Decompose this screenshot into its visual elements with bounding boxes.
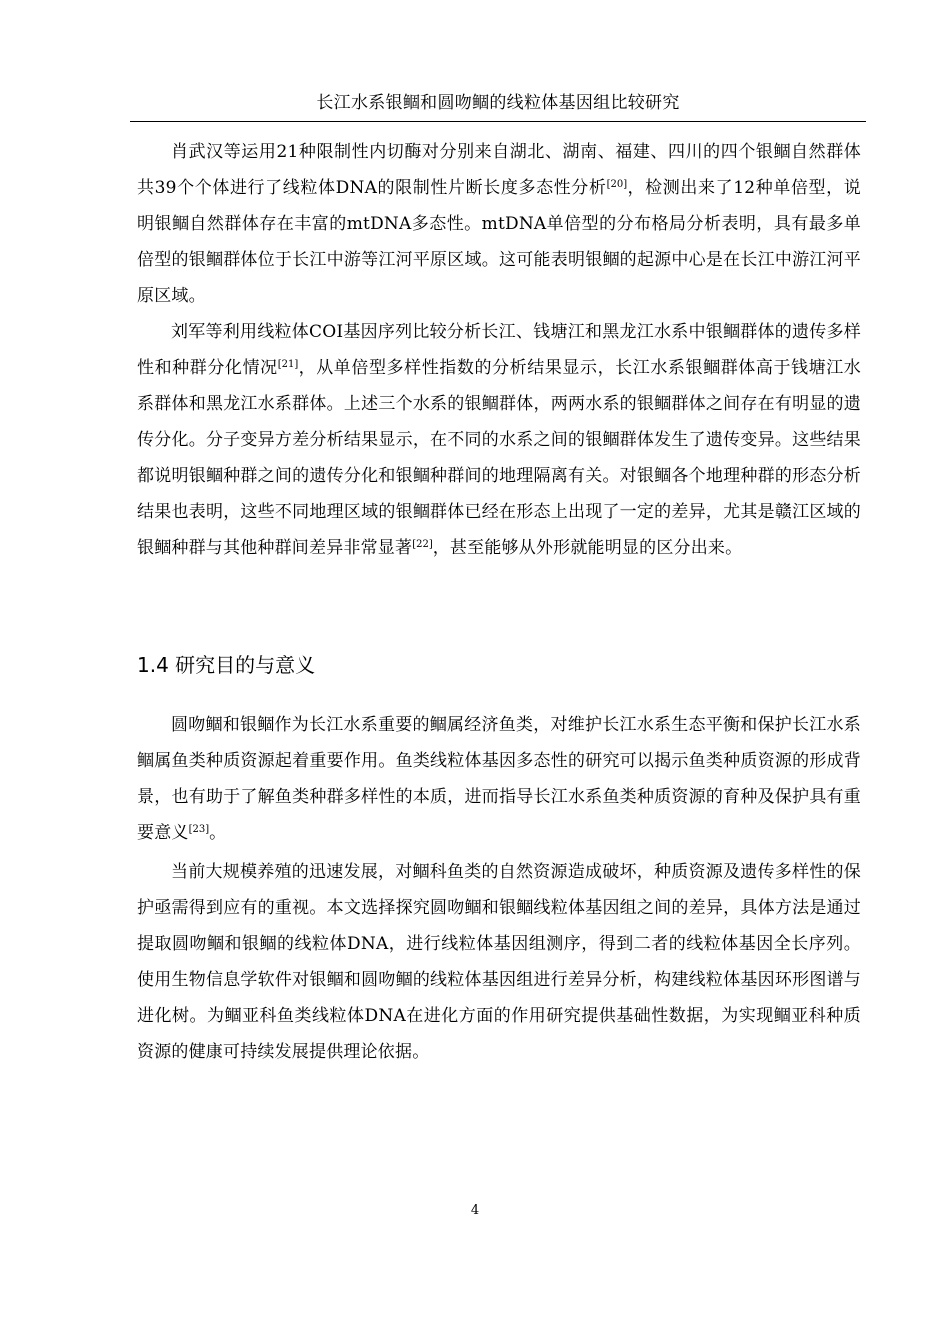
section-heading: 1.4 研究目的与意义 bbox=[137, 653, 316, 677]
paragraph-text: 。 bbox=[209, 823, 227, 843]
citation-ref[interactable]: [21] bbox=[277, 359, 299, 370]
header-divider bbox=[130, 121, 866, 122]
body-paragraph bbox=[137, 134, 861, 314]
paragraph-text: 肖武汉等运用21种限制性内切酶对分别来自湖北、湖南、福建、四川的四个银鲴自然群体共39个个体进行了线粒体DNA的限制性片断长度多态性分析 bbox=[137, 142, 861, 198]
page-number: 4 bbox=[470, 1203, 480, 1218]
running-header: 长江水系银鲴和圆吻鲴的线粒体基因组比较研究 bbox=[316, 93, 680, 113]
body-paragraph bbox=[137, 854, 861, 1070]
paragraph-text: 当前大规模养殖的迅速发展，对鲴科鱼类的自然资源造成破坏，种质资源及遗传多样性的保护亟需得到应有的重视。本文选择探究圆吻鲴和银鲴线粒体基因组之间的差异，具体方法是通过提取圆吻鲴和银鲴的线粒体DNA，进行线粒体基因组测序，得到二者的线粒体基因全长序列。使用生物信息学软件对银鲴和圆吻鲴的线粒体基因组进行差异分析，构建线粒体基因环形图谱与进化树。为鲴亚科鱼类线粒体DNA在进化方面的作用研究提供基础性数据，为实现鲴亚科种质资源的健康可持续发展提供理论依据。 bbox=[137, 862, 861, 1062]
paragraph-text: 刘军等利用线粒体COI基因序列比较分析长江、钱塘江和黑龙江水系中银鲴群体的遗传多样性和种群分化情况 bbox=[137, 322, 861, 378]
paragraph-text: ，检测出来了12种单倍型，说明银鲴自然群体存在丰富的mtDNA多态性。mtDNA单倍型的分布格局分析表明，具有最多单倍型的银鲴群体位于长江中游等江河平原区域。这可能表明银鲴的起源中心是在长江中游江河平原区域。 bbox=[137, 178, 862, 306]
paragraph-text: 圆吻鲴和银鲴作为长江水系重要的鲴属经济鱼类，对维护长江水系生态平衡和保护长江水系鲴属鱼类种质资源起着重要作用。鱼类线粒体基因多态性的研究可以揭示鱼类种质资源的形成背景，也有助于了解鱼类种群多样性的本质，进而指导长江水系鱼类种质资源的育种及保护具有重要意义 bbox=[137, 715, 861, 843]
paragraph-text: ，甚至能够从外形就能明显的区分出来。 bbox=[432, 538, 743, 558]
body-paragraph bbox=[137, 314, 861, 566]
body-paragraph bbox=[137, 707, 861, 851]
citation-ref[interactable]: [23] bbox=[188, 824, 210, 835]
paragraph-text: ，从单倍型多样性指数的分析结果显示，长江水系银鲴群体高于钱塘江水系群体和黑龙江水系群体。上述三个水系的银鲴群体，两两水系的银鲴群体之间存在有明显的遗传分化。分子变异方差分析结果显示，在不同的水系之间的银鲴群体发生了遗传变异。这些结果都说明银鲴种群之间的遗传分化和银鲴种群间的地理隔离有关。对银鲴各个地理种群的形态分析结果也表明，这些不同地理区域的银鲴群体已经在形态上出现了一定的差异，尤其是赣江区域的银鲴种群与其他种群间差异非常显著 bbox=[137, 358, 861, 558]
citation-ref[interactable]: [22] bbox=[412, 539, 433, 550]
citation-ref[interactable]: [20] bbox=[606, 179, 628, 190]
